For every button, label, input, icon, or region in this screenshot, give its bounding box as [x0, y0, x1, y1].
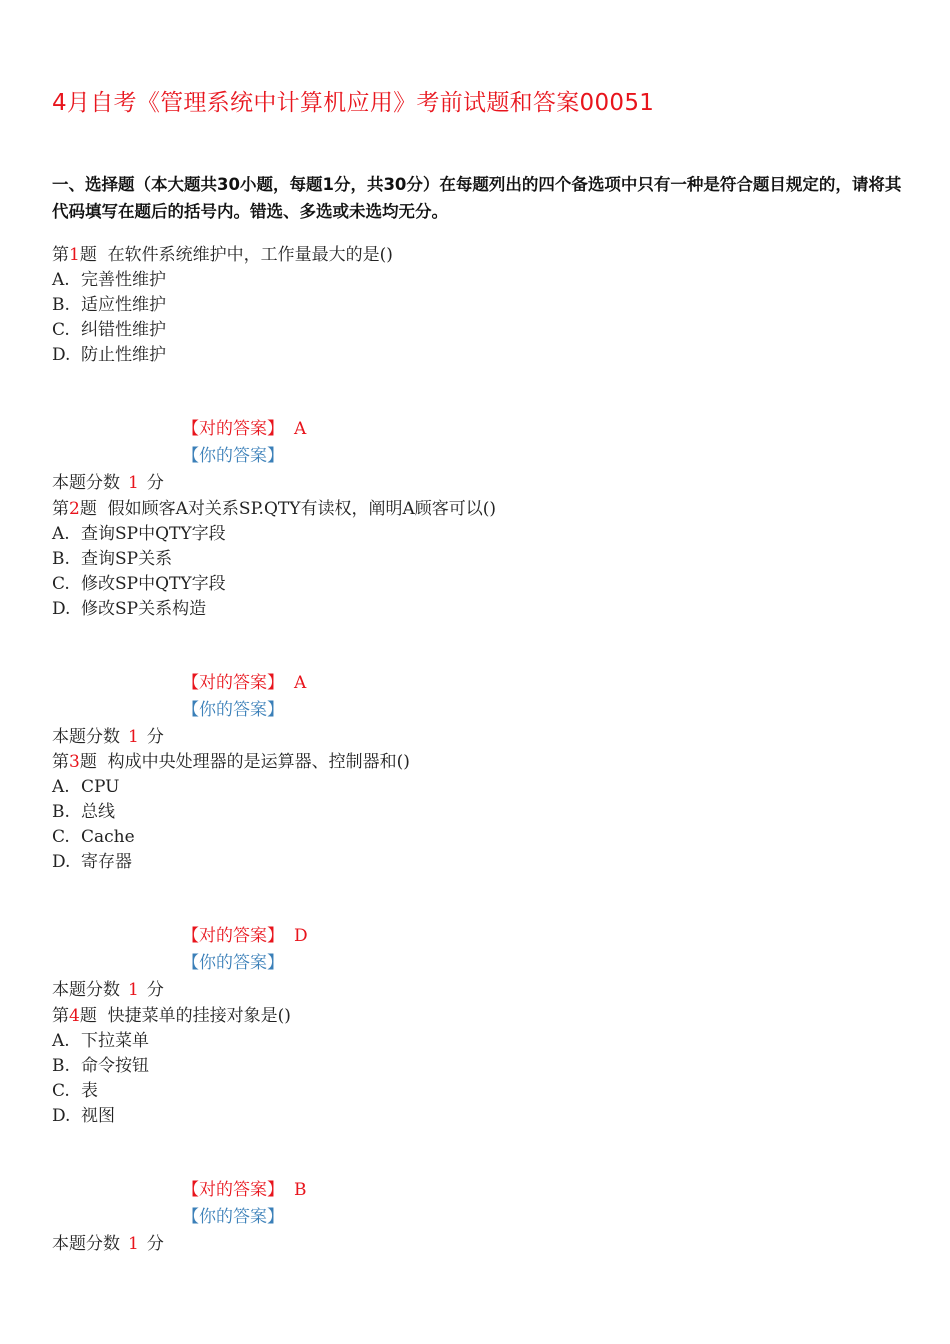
correct-answer-label: 【对的答案】 — [182, 672, 284, 693]
question-prefix: 第 — [52, 752, 69, 772]
section-heading: 一、选择题（本大题共30小题，每题1分，共30分）在每题列出的四个备选项中只有一种是符合题目规定的，请将其代码填写在题后的括号内。错选、多选或未选均无分。 — [52, 175, 902, 221]
answer-block — [52, 670, 912, 724]
score-unit: 分 — [146, 1233, 164, 1254]
option-item — [52, 1079, 912, 1104]
option-text: 适应性维护 — [81, 295, 166, 315]
your-answer — [182, 443, 912, 470]
option-item — [52, 1104, 912, 1129]
option-letter: A. — [52, 777, 70, 797]
option-item — [52, 547, 912, 572]
document-title: 4月自考《管理系统中计算机应用》考前试题和答案00051 — [52, 90, 655, 116]
option-text: 修改SP关系构造 — [81, 598, 207, 619]
option-letter: B. — [52, 548, 70, 569]
answer-block — [52, 1177, 912, 1231]
option-item — [52, 572, 912, 597]
question-list — [52, 243, 912, 1257]
option-text: CPU — [81, 777, 120, 797]
option-letter: C. — [52, 320, 70, 340]
question-item — [52, 243, 912, 497]
option-text: 完善性维护 — [81, 270, 166, 290]
your-answer-label: 【你的答案】 — [182, 699, 284, 720]
option-text: 修改SP中QTY字段 — [81, 573, 226, 594]
option-letter: C. — [52, 573, 70, 594]
your-answer-label: 【你的答案】 — [182, 953, 284, 973]
score-label: 本题分数 — [52, 726, 120, 747]
option-text: 查询SP中QTY字段 — [81, 523, 226, 544]
option-item — [52, 800, 912, 825]
score-value: 1 — [128, 980, 139, 1000]
question-text: 快捷菜单的挂接对象是() — [107, 1005, 291, 1026]
question-suffix: 题 — [79, 498, 97, 519]
option-text: 寄存器 — [81, 852, 132, 872]
question-stem — [52, 497, 912, 522]
correct-answer-value: B — [294, 1179, 307, 1200]
answer-block — [52, 416, 912, 470]
option-item — [52, 1054, 912, 1079]
option-text: 表 — [81, 1080, 98, 1101]
option-letter: D. — [52, 345, 71, 365]
question-stem — [52, 750, 912, 775]
score-label: 本题分数 — [52, 473, 120, 493]
question-score — [52, 470, 912, 497]
question-suffix: 题 — [79, 245, 97, 265]
option-text: 视图 — [81, 1105, 115, 1126]
question-score — [52, 724, 912, 751]
your-answer — [182, 1204, 912, 1231]
answer-block — [52, 923, 912, 977]
question-text: 假如顾客A对关系SP.QTY有读权，阐明A顾客可以() — [107, 498, 497, 519]
option-text: 命令按钮 — [81, 1055, 149, 1076]
option-item — [52, 597, 912, 622]
option-item — [52, 522, 912, 547]
question-number: 4 — [69, 1005, 80, 1026]
option-letter: B. — [52, 1055, 70, 1076]
question-number: 2 — [69, 498, 80, 519]
option-item — [52, 343, 912, 368]
option-item — [52, 1029, 912, 1054]
option-text: 下拉菜单 — [81, 1030, 149, 1051]
question-text: 构成中央处理器的是运算器、控制器和() — [107, 752, 410, 772]
your-answer — [182, 697, 912, 724]
question-suffix: 题 — [79, 1005, 97, 1026]
correct-answer — [182, 670, 912, 697]
question-prefix: 第 — [52, 498, 69, 519]
question-item — [52, 497, 912, 751]
your-answer-label: 【你的答案】 — [182, 1206, 284, 1227]
option-text: 纠错性维护 — [81, 320, 166, 340]
score-label: 本题分数 — [52, 980, 120, 1000]
option-item — [52, 268, 912, 293]
correct-answer-label: 【对的答案】 — [182, 926, 284, 946]
option-letter: C. — [52, 1080, 70, 1101]
score-value: 1 — [128, 1233, 139, 1254]
score-unit: 分 — [146, 473, 164, 493]
option-letter: D. — [52, 598, 71, 619]
option-letter: A. — [52, 523, 70, 544]
option-letter: C. — [52, 827, 70, 847]
question-number: 1 — [69, 245, 80, 265]
question-score — [52, 1231, 912, 1258]
question-number: 3 — [69, 752, 80, 772]
option-letter: B. — [52, 802, 70, 822]
question-stem — [52, 243, 912, 268]
question-suffix: 题 — [79, 752, 97, 772]
correct-answer — [182, 416, 912, 443]
option-letter: A. — [52, 270, 70, 290]
question-stem — [52, 1004, 912, 1029]
score-unit: 分 — [146, 726, 164, 747]
question-item — [52, 1004, 912, 1258]
question-score — [52, 977, 912, 1004]
option-item — [52, 850, 912, 875]
score-label: 本题分数 — [52, 1233, 120, 1254]
option-text: 防止性维护 — [81, 345, 166, 365]
option-item — [52, 293, 912, 318]
score-unit: 分 — [146, 980, 164, 1000]
option-text: 总线 — [81, 802, 115, 822]
question-text: 在软件系统维护中，工作量最大的是() — [107, 245, 393, 265]
your-answer-label: 【你的答案】 — [182, 446, 284, 466]
correct-answer — [182, 1177, 912, 1204]
option-item — [52, 318, 912, 343]
your-answer — [182, 950, 912, 977]
correct-answer-label: 【对的答案】 — [182, 1179, 284, 1200]
correct-answer-value: A — [294, 672, 307, 693]
question-prefix: 第 — [52, 1005, 69, 1026]
option-letter: A. — [52, 1030, 70, 1051]
question-item — [52, 750, 912, 1004]
score-value: 1 — [128, 473, 139, 493]
option-letter: D. — [52, 1105, 71, 1126]
correct-answer-value: D — [294, 926, 308, 946]
option-text: Cache — [81, 827, 135, 847]
option-letter: B. — [52, 295, 70, 315]
correct-answer-value: A — [294, 419, 307, 439]
option-letter: D. — [52, 852, 71, 872]
correct-answer-label: 【对的答案】 — [182, 419, 284, 439]
option-text: 查询SP关系 — [81, 548, 173, 569]
option-item — [52, 775, 912, 800]
score-value: 1 — [128, 726, 139, 747]
correct-answer — [182, 923, 912, 950]
option-item — [52, 825, 912, 850]
question-prefix: 第 — [52, 245, 69, 265]
